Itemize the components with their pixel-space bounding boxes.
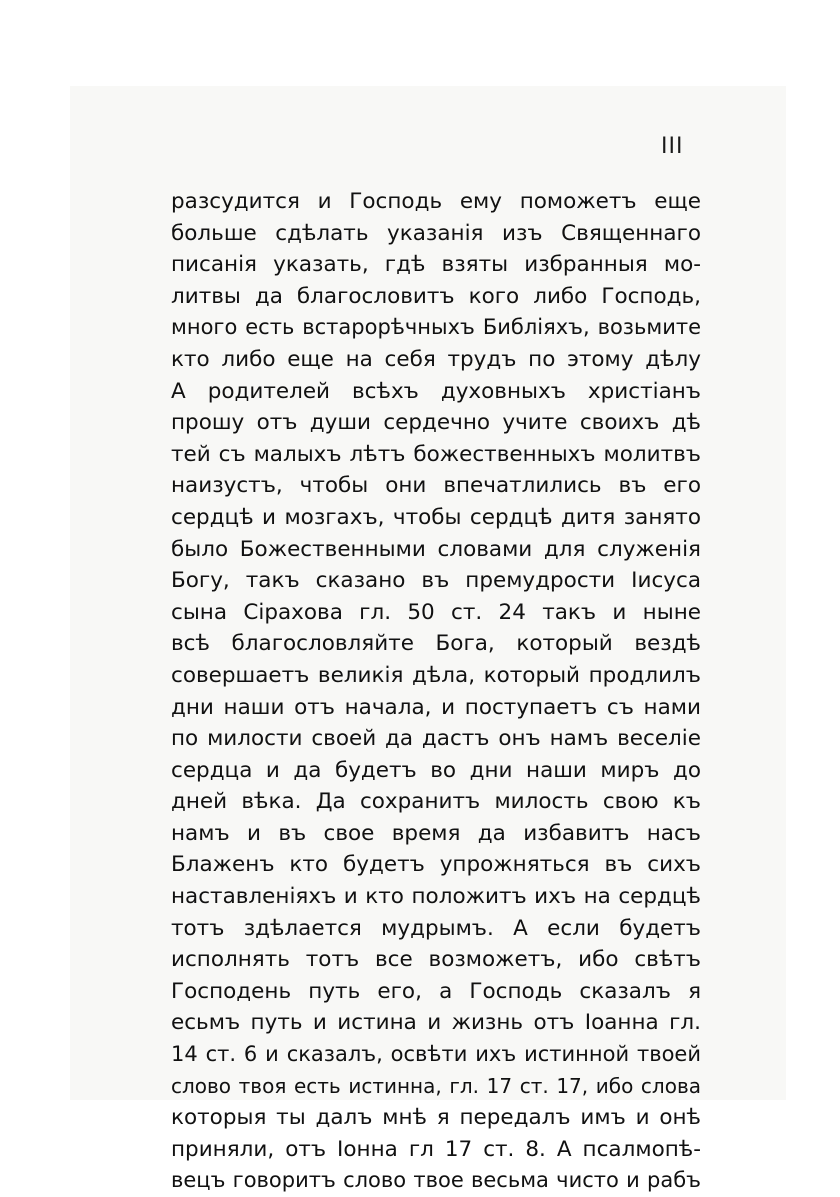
text-line: исполнять тотъ все возможетъ, ибо свѣтъ — [171, 947, 701, 973]
text-line: литвы да благословитъ кого либо Господь, — [171, 283, 701, 309]
text-line: Богу, такъ сказано въ премудрости Іисуса — [171, 568, 701, 594]
text-line: дней вѣка. Да сохранитъ милость свою къ — [171, 789, 701, 815]
text-line: тей съ малыхъ лѣтъ божественныхъ молитвъ — [171, 441, 701, 467]
text-line: 14 ст. 6 и сказалъ, освѣти ихъ истинной твоей — [171, 1042, 701, 1067]
text-line: наставленіяхъ и кто положитъ ихъ на сердцѣ — [171, 884, 701, 910]
text-line: А родителей всѣхъ духовныхъ христіанъ — [171, 378, 701, 404]
text-line: сына Сірахова гл. 50 ст. 24 такъ и ныне — [171, 599, 701, 625]
text-line: по милости своей да дастъ онъ намъ веселіе — [171, 726, 701, 752]
text-line: сердцѣ и мозгахъ, чтобы сердцѣ дитя занято — [171, 504, 701, 530]
text-line: есьмъ путь и истина и жизнь отъ Іоанна гл. — [171, 1010, 701, 1036]
text-line: которыя ты далъ мнѣ я передалъ имъ и онѣ — [171, 1105, 701, 1131]
text-line: Блаженъ кто будетъ упрожняться въ сихъ — [171, 852, 701, 878]
text-line: слово твоя есть истинна, гл. 17 ст. 17, ибо слова — [171, 1073, 701, 1098]
text-line: намъ и въ свое время да избавитъ насъ — [171, 820, 701, 846]
text-line: разсудится и Господь ему поможетъ еще — [171, 189, 701, 214]
text-line: Господень путь его, а Господь сказалъ я — [171, 978, 701, 1004]
text-line: приняли, отъ Іонна гл 17 ст. 8. А псалмопѣ- — [171, 1136, 701, 1162]
text-line: больше сдѣлать указанія изъ Священнаго — [171, 220, 701, 246]
text-line: много есть встарорѣчныхъ Библіяхъ, возьмите — [171, 315, 701, 340]
text-line: вецъ говоритъ слово твое весьма чисто и рабъ — [171, 1168, 701, 1193]
text-line: наизустъ, чтобы они впечатлились въ его — [171, 473, 701, 499]
text-line: прошу отъ души сердечно учите своихъ дѣ — [171, 410, 701, 436]
text-line: кто либо еще на себя трудъ по этому дѣлу — [171, 346, 701, 372]
text-line: писанія указать, гдѣ взяты избранныя мо- — [171, 252, 701, 278]
body-text — [171, 186, 701, 1197]
page-number: III — [661, 134, 684, 159]
text-line: тотъ здѣлается мудрымъ. А если будетъ — [171, 915, 701, 941]
text-line: было Божественными словами для служенія — [171, 536, 701, 562]
text-line: дни наши отъ начала, и поступаетъ съ нами — [171, 694, 701, 720]
text-line: всѣ благословляйте Бога, который вездѣ — [171, 631, 701, 657]
text-line: сердца и да будетъ во дни наши миръ до — [171, 757, 701, 783]
text-line: совершаетъ великія дѣла, который продлилъ — [171, 662, 701, 688]
